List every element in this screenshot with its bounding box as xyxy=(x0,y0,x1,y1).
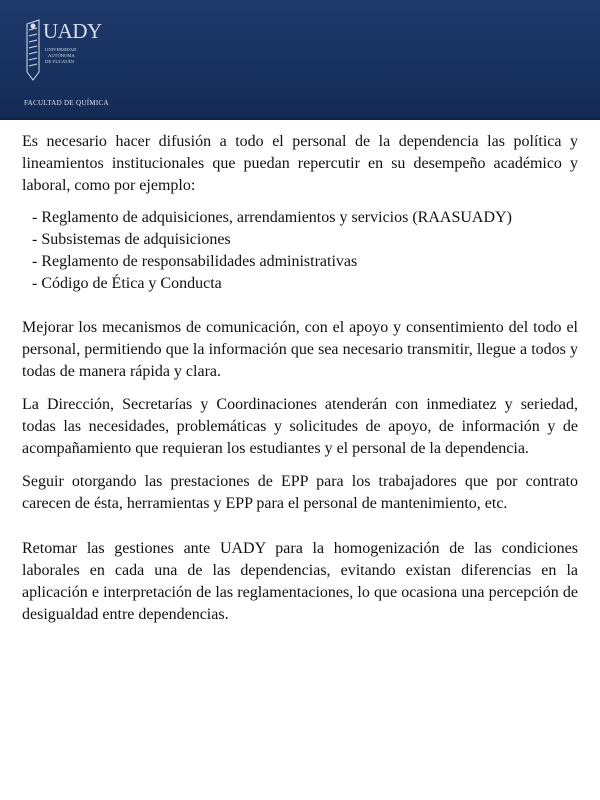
paragraph-epp: Seguir otorgando las prestaciones de EPP para los trabajadores que por contrato carecen de ésta, herramientas y EPP para el personal de mantenimiento, etc. xyxy=(22,473,578,512)
main-content xyxy=(22,131,578,626)
list-item: - Subsistemas de adquisiciones xyxy=(32,231,231,248)
uady-seal-icon xyxy=(27,20,39,80)
paragraph-dissemination: Es necesario hacer difusión a todo el personal de la dependencia las política y lineamientos institucionales que puedan repercutir en su desempeño académico y laboral, como por ejemplo: xyxy=(22,133,578,194)
list-item: - Reglamento de responsabilidades administrativas xyxy=(32,253,358,270)
regulations-list xyxy=(22,207,578,295)
logo-text: UADY xyxy=(43,19,102,43)
header-divider xyxy=(0,118,600,120)
uady-logo xyxy=(24,10,102,90)
faculty-name: FACULTAD DE QUÍMICA xyxy=(24,99,109,107)
logo-subtext-line-3: DE YUCATÁN xyxy=(45,59,75,64)
list-item: - Reglamento de adquisiciones, arrendamientos y servicios (RAASUADY) xyxy=(32,209,512,226)
paragraph-communication: Mejorar los mecanismos de comunicación, con el apoyo y consentimiento del todo el personal, permitiendo que la información que sea necesario transmitir, llegue a todos y todas de manera rápida y clara. xyxy=(22,319,578,380)
header-banner xyxy=(0,0,600,118)
paragraph-attention: La Dirección, Secretarías y Coordinaciones atenderán con inmediatez y seriedad, todas las necesidades, problemáticas y solicitudes de apoyo, de información y de acompañamiento que requieran los estudiantes y el personal de la dependencia. xyxy=(22,396,578,457)
paragraph-homogenization: Retomar las gestiones ante UADY para la homogenización de las condiciones laborales en cada una de las dependencias, evitando existan diferencias en la aplicación e interpretación de las reglamentaciones, lo que ocasiona una percepción de desigualdad entre dependencias. xyxy=(22,540,578,623)
logo-subtext-line-1: UNIVERSIDAD xyxy=(45,47,77,52)
list-item: - Código de Ética y Conducta xyxy=(32,275,222,292)
logo-subtext-line-2: AUTÓNOMA xyxy=(48,53,75,58)
